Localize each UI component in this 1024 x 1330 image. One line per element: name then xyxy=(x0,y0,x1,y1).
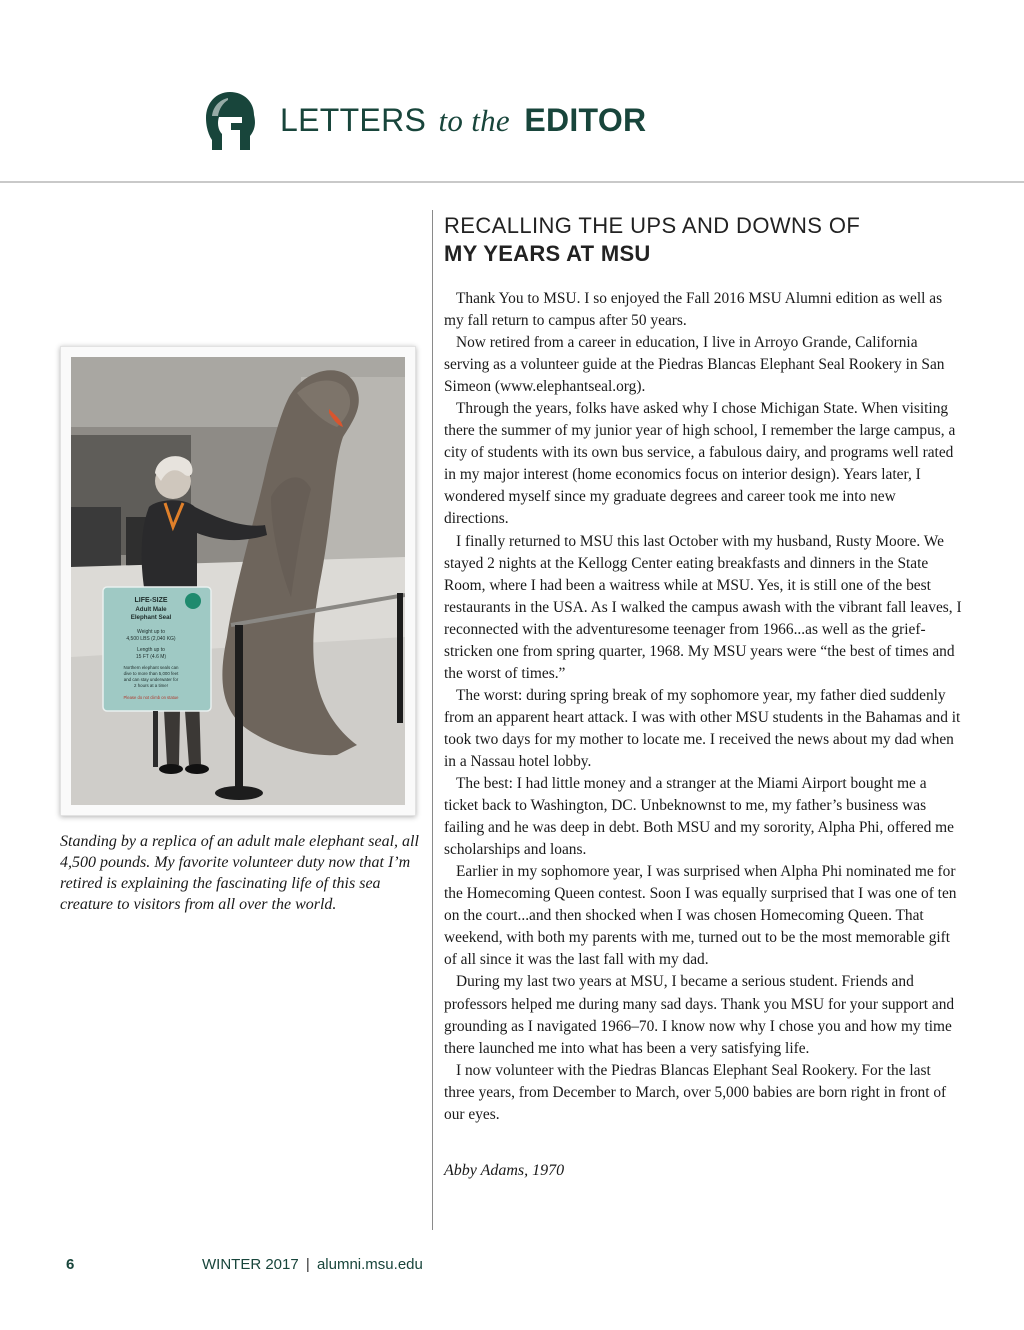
sign-text-4: Weight up to xyxy=(137,629,165,635)
sign-text-6: Length up to xyxy=(137,647,165,653)
article-paragraph: Thank You to MSU. I so enjoyed the Fall 2016 MSU Alumni edition as well as my fall return to campus after 50 years. xyxy=(444,290,943,330)
letter-signature: Abby Adams, 1970 xyxy=(444,1162,565,1179)
photo-frame xyxy=(60,346,416,816)
article-paragraph: Earlier in my sophomore year, I was surprised when Alpha Phi nominated me for the Homecoming Queen contest. Soon I was equally surprised that I was one of ten on the court...and then shocked when I was chosen Homecoming Queen. That weekend, with both my parents with me, turned out to be the most memorable gift of all since it was the last fall with my dad. xyxy=(444,863,957,969)
photo-caption: Standing by a replica of an adult male elephant seal, all 4,500 pounds. My favorite volunteer duty now that I’m retired is explaining the fascinating life of this sea creature to visitors from all over the world. xyxy=(60,833,419,913)
article-heading-line1: RECALLING THE UPS AND DOWNS OF xyxy=(444,213,861,238)
footer-separator: | xyxy=(305,1256,310,1273)
title-to-the: to the xyxy=(438,103,510,138)
title-editor: EDITOR xyxy=(524,102,647,138)
footer-issue: WINTER 2017 xyxy=(202,1256,299,1273)
article-paragraph: Now retired from a career in education, I live in Arroyo Grande, California serving as a volunteer guide at the Piedras Blancas Elephant Seal Rookery in San Simeon (www.elephantseal.org). xyxy=(444,334,945,396)
article-paragraph: I now volunteer with the Piedras Blancas Elephant Seal Rookery. For the last three years, from December to March, over 5,000 babies are born right in front of our eyes. xyxy=(444,1061,947,1123)
sign-text-10: and can stay underwater for xyxy=(123,677,179,682)
sign-text-2: Adult Male xyxy=(135,606,167,613)
article-heading-line2: MY YEARS AT MSU xyxy=(444,241,651,266)
elephant-seal-photo xyxy=(71,357,405,805)
article-heading xyxy=(444,212,860,268)
section-title xyxy=(280,102,646,139)
sign-text-3: Elephant Seal xyxy=(130,614,172,621)
article-paragraph: Through the years, folks have asked why I chose Michigan State. When visiting there the summer of my junior year of high school, I remember the large campus, a city of students with its own bus service, a fabulous dairy, and programs well rated in my major interest (home economics focus on interior design). Years later, I wondered myself since my graduate degrees and career took me into new directions. xyxy=(444,400,956,528)
footer-info xyxy=(202,1256,423,1273)
sign-text-11: 2 hours at a time! xyxy=(134,683,168,688)
sign-text-7: 15 FT (4.6 M) xyxy=(135,654,167,660)
article-body xyxy=(444,288,964,1126)
page-header xyxy=(0,0,1024,182)
article-paragraph: The best: I had little money and a stranger at the Miami Airport bought me a ticket back to Washington, DC. Unbeknownst to me, my father’s business was failing and he was deep in debt. Both MSU and my sorority, Alpha Phi, offered me scholarships and loans. xyxy=(444,775,954,859)
sign-text-9: dive to more than 5,000 feet xyxy=(123,671,179,676)
sign-text-12: Please do not climb on statue xyxy=(123,695,179,700)
article-paragraph: The worst: during spring break of my sophomore year, my father died suddenly from an apparent heart attack. I was with other MSU students in the Bahamas and it took two days for my mother to locate me. I received the news about my dad when in a Nassau hotel lobby. xyxy=(444,686,961,770)
sign-text-8: Northern elephant seals can xyxy=(123,665,179,670)
spartan-helmet-icon xyxy=(202,90,258,154)
footer-website: alumni.msu.edu xyxy=(316,1256,423,1273)
sign-text-5: 4,500 LBS (2,040 KG) xyxy=(126,636,176,642)
article-paragraph: I finally returned to MSU this last October with my husband, Rusty Moore. We stayed 2 nights at the Kellogg Center eating breakfasts and dinners in the State Room, where I had been a waitress while at MSU. Yes, it is still one of the best restaurants in the USA. As I walked the campus awash with the vibrant fall leaves, I reconnected with the adventuresome teenager from 1966...as well as the grief-stricken one from spring quarter, 1968. My MSU years were “the best of times and the worst of times.” xyxy=(444,532,962,682)
title-letters: LETTERS xyxy=(280,102,427,138)
sign-text-1: LIFE-SIZE xyxy=(134,597,168,604)
article-paragraph: During my last two years at MSU, I became a serious student. Friends and professors helped me during many sad days. Thank you MSU for your support and grounding as I navigated 1966–70. I know now why I chose you and how my time there launched me into what has been a very satisfying life. xyxy=(444,973,955,1057)
header-divider xyxy=(0,181,1024,183)
column-divider xyxy=(432,210,433,1230)
page-number: 6 xyxy=(66,1256,75,1273)
